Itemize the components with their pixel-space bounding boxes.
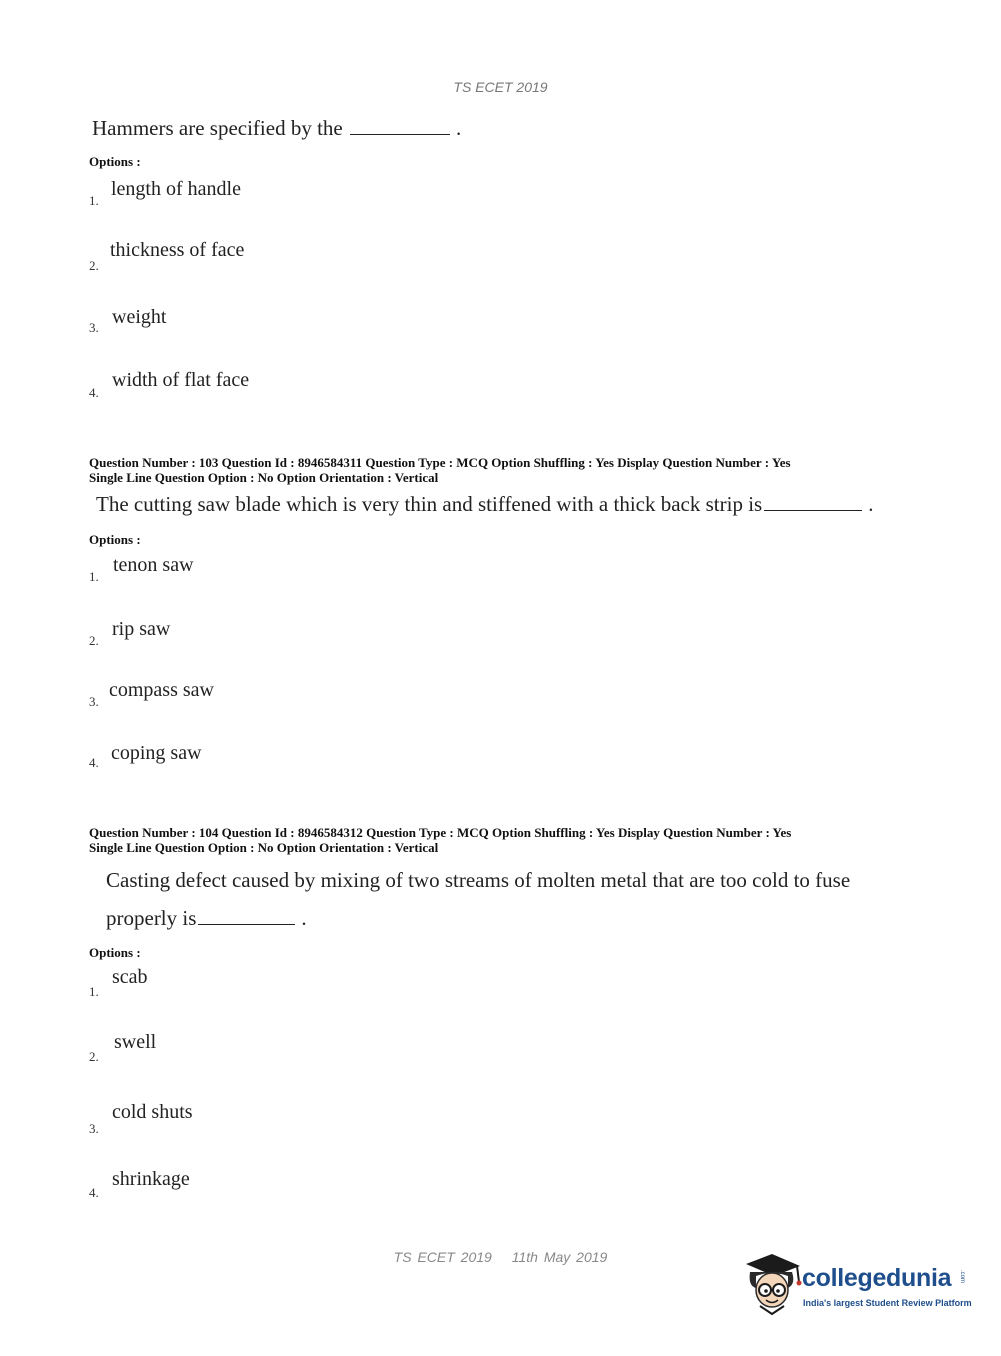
option-text: width of flat face: [112, 369, 250, 391]
collegedunia-logo: [742, 1250, 972, 1320]
question-text-line: Casting defect caused by mixing of two streams of molten metal that are too cold to fuse: [106, 868, 851, 892]
option-text: swell: [114, 1031, 157, 1053]
option-number: 3.: [89, 1121, 99, 1136]
option-number: 4.: [89, 755, 99, 770]
answer-blank: [350, 133, 450, 135]
options-label: Options :: [89, 532, 141, 547]
question-text-body: Hammers are specified by the: [92, 116, 343, 140]
option-text: coping saw: [111, 742, 202, 764]
question-meta-line: Question Number : 104 Question Id : 8946584312 Question Type : MCQ Option Shuffling : Yes Display Question Number : Yes: [89, 825, 792, 840]
logo-brand-name: collegedunia: [802, 1264, 952, 1292]
mascot-icon: [742, 1250, 804, 1320]
options-label: Options :: [89, 154, 141, 169]
footer-date: 11th May 2019: [511, 1249, 608, 1265]
question-text-end: .: [301, 906, 307, 930]
question-text: [96, 492, 873, 517]
option-text: tenon saw: [113, 554, 194, 576]
page-header-title: TS ECET 2019: [453, 79, 548, 95]
option-number: 1.: [89, 569, 99, 584]
answer-blank: [764, 509, 862, 511]
option-text: cold shuts: [112, 1101, 193, 1123]
option-number: 4.: [89, 385, 99, 400]
option-text: length of handle: [111, 178, 241, 200]
option-text: compass saw: [109, 679, 214, 701]
option-number: 2.: [89, 633, 99, 648]
question-text-body: The cutting saw blade which is very thin and stiffened with a thick back strip is: [96, 492, 763, 516]
option-number: 4.: [89, 1185, 99, 1200]
question-meta-line: Single Line Question Option : No Option Orientation : Vertical: [89, 840, 439, 855]
option-number: 2.: [89, 258, 99, 273]
question-text-end: .: [868, 492, 874, 516]
option-text: shrinkage: [112, 1168, 190, 1190]
logo-tagline: India's largest Student Review Platform: [803, 1298, 972, 1308]
question-text: [92, 116, 461, 141]
option-number: 1.: [89, 193, 99, 208]
question-meta-line: Question Number : 103 Question Id : 8946584311 Question Type : MCQ Option Shuffling : Yes Display Question Number : Yes: [89, 455, 791, 470]
logo-dotcom: .com: [959, 1270, 965, 1284]
answer-blank: [198, 923, 295, 925]
question-text-body: properly is: [106, 906, 197, 930]
option-text: thickness of face: [110, 239, 245, 261]
option-text: rip saw: [112, 618, 171, 640]
question-meta-line: Single Line Question Option : No Option Orientation : Vertical: [89, 470, 439, 485]
question-text: [106, 906, 307, 931]
option-number: 2.: [89, 1049, 99, 1064]
option-text: weight: [112, 306, 167, 328]
footer-exam: TS ECET 2019: [393, 1249, 492, 1265]
question-text-end: .: [455, 116, 462, 140]
option-number: 1.: [89, 984, 99, 999]
option-number: 3.: [89, 320, 99, 335]
option-text: scab: [112, 966, 148, 988]
option-number: 3.: [89, 694, 99, 709]
options-label: Options :: [89, 945, 141, 960]
